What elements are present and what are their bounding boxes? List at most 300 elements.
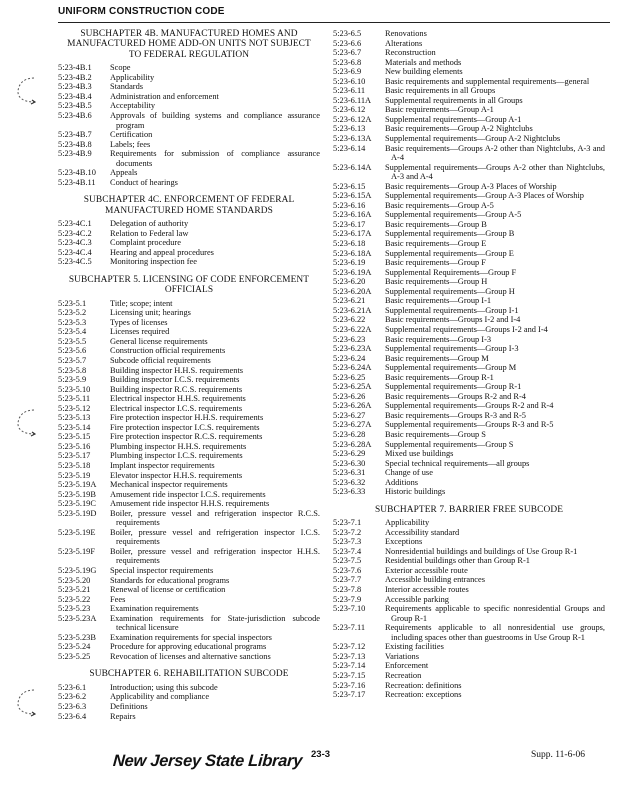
section-title: Basic requirements—Group A-2 Nightclubs (385, 124, 533, 134)
section-code: 5:23-6.22 (333, 315, 366, 325)
section-title: New building elements (385, 67, 463, 77)
section-title: Supplemental requirements—Groups A-2 other than Nightclubs, A-3 and A-4 (385, 162, 605, 182)
section-code: 5:23-7.2 (333, 527, 362, 537)
section-code: 5:23-6.24 (333, 353, 366, 363)
section-entry (333, 575, 605, 585)
section-title: Reconstruction (385, 48, 436, 58)
section-code: 5:23-6.16 (333, 200, 366, 210)
section-code: 5:23-7.8 (333, 585, 362, 595)
section-entry (333, 642, 605, 652)
section-entry (58, 692, 320, 702)
section-entry (333, 487, 605, 497)
section-entry (58, 92, 320, 102)
section-code: 5:23-5.22 (58, 594, 91, 604)
section-title: Historic buildings (385, 487, 446, 497)
section-code: 5:23-5.10 (58, 384, 91, 394)
section-entry (58, 712, 320, 722)
section-code: 5:23-5.19E (58, 527, 96, 537)
section-title: Basic requirements in all Groups (385, 86, 496, 96)
section-title: Plumbing inspector H.H.S. requirements (110, 441, 247, 451)
section-entry (333, 229, 605, 239)
section-code: 5:23-5.23B (58, 632, 96, 642)
section-code: 5:23-4B.8 (58, 139, 92, 149)
section-code: 5:23-6.3 (58, 701, 87, 711)
section-entry (333, 239, 605, 249)
section-entry (333, 585, 605, 595)
section-entry (333, 144, 605, 163)
section-title: Exceptions (385, 537, 423, 547)
section-code: 5:23-6.27A (333, 420, 372, 430)
section-entry (333, 287, 605, 297)
section-title: Interior accessible routes (385, 585, 469, 595)
section-title: Boiler, pressure vessel and refrigeration inspector H.H.S. requirements (110, 546, 320, 566)
section-code: 5:23-5.19G (58, 566, 97, 575)
section-code: 5:23-6.25 (333, 372, 366, 382)
section-title: Supplemental requirements—Group M (385, 363, 517, 373)
section-entry (333, 440, 605, 450)
section-code: 5:23-4B.10 (58, 168, 96, 178)
section-code: 5:23-6.29 (333, 449, 366, 459)
section-title: Recreation (385, 670, 422, 680)
section-title: Basic requirements—Groups I-2 and I-4 (385, 315, 521, 325)
header-rule (58, 22, 610, 23)
section-title: Change of use (385, 468, 433, 478)
section-entry (333, 401, 605, 411)
section-code: 5:23-6.31 (333, 468, 366, 478)
section-title: Plumbing inspector I.C.S. requirements (110, 451, 243, 461)
section-title: Supplemental requirements—Group H (385, 286, 515, 296)
section-entry (333, 48, 605, 58)
section-entry (333, 411, 605, 421)
section-title: Basic requirements—Group E (385, 239, 487, 249)
supplement-date: Supp. 11-6-06 (531, 750, 586, 760)
section-title: General license requirements (110, 336, 208, 346)
section-entry (58, 238, 320, 248)
section-title: Boiler, pressure vessel and refrigeration inspector R.C.S. requirements (110, 508, 320, 528)
section-entry (333, 67, 605, 77)
section-title: Standards (110, 82, 144, 92)
section-title: Supplemental requirements—Group R-1 (385, 382, 522, 392)
binder-hole-icon (14, 686, 36, 718)
section-code: 5:23-6.7 (333, 48, 362, 58)
section-title: Supplemental requirements—Groups R-3 and R-5 (385, 420, 554, 430)
section-code: 5:23-6.33 (333, 487, 366, 497)
section-code: 5:23-5.20 (58, 575, 91, 585)
section-entry (333, 537, 605, 547)
section-entry (58, 499, 320, 509)
section-title: Basic requirements—Groups A-2 other than Nightclubs, A-3 and A-4 (385, 143, 605, 163)
section-title: Scope (110, 63, 131, 73)
section-title: Introduction; using this subcode (110, 682, 218, 692)
section-title: Hearing and appeal procedures (110, 247, 214, 257)
section-title: Supplemental requirements—Group I-1 (385, 305, 519, 315)
section-title: Mixed use buildings (385, 449, 454, 459)
section-entry (333, 478, 605, 488)
section-code: 5:23-6.8 (333, 57, 362, 67)
section-code: 5:23-6.11A (333, 95, 372, 105)
section-code: 5:23-4B.9 (58, 149, 92, 159)
section-title: Enforcement (385, 661, 429, 671)
section-list (58, 63, 320, 187)
section-entry (333, 671, 605, 681)
section-entry (58, 385, 320, 395)
section-title: Appeals (110, 168, 138, 178)
section-entry (333, 325, 605, 335)
section-title: Procedure for approving educational programs (110, 642, 267, 652)
subchapter-heading: SUBCHAPTER 4C. ENFORCEMENT OF FEDERAL MANUFACTURED HOME STANDARDS (83, 195, 295, 216)
section-entry (333, 296, 605, 306)
section-entry (333, 392, 605, 402)
section-entry (58, 652, 320, 662)
section-title: Basic requirements—Group A-1 (385, 105, 494, 115)
section-entry (333, 681, 605, 691)
section-title: Monitoring inspection fee (110, 257, 197, 267)
section-entry (58, 614, 320, 633)
section-entry (333, 556, 605, 566)
section-title: Fire protection inspector R.C.S. requirements (110, 432, 263, 442)
section-entry (58, 633, 320, 643)
section-entry (58, 299, 320, 309)
section-title: Supplemental requirements—Group B (385, 229, 515, 239)
section-code: 5:23-5.14 (58, 422, 91, 432)
section-entry (333, 604, 605, 623)
section-entry (58, 585, 320, 595)
section-title: Building inspector I.C.S. requirements (110, 375, 240, 385)
section-code: 5:23-5.15 (58, 432, 91, 442)
section-code: 5:23-4B.2 (58, 72, 92, 82)
section-code: 5:23-7.1 (333, 518, 362, 528)
section-title: Supplemental requirements—Group A-2 Nightclubs (385, 134, 561, 144)
section-entry (333, 105, 605, 115)
section-entry (333, 277, 605, 287)
section-code: 5:23-5.6 (58, 346, 87, 356)
section-entry (58, 480, 320, 490)
section-code: 5:23-5.11 (58, 394, 91, 404)
section-title: Supplemental requirements—Group I-3 (385, 344, 519, 354)
section-title: Construction official requirements (110, 346, 226, 356)
section-title: Electrical inspector H.H.S. requirements (110, 394, 246, 404)
section-title: Residential buildings other than Group R-1 (385, 556, 530, 566)
section-entry (58, 149, 320, 168)
section-entry (58, 248, 320, 258)
section-code: 5:23-6.24A (333, 363, 372, 373)
section-entry (333, 595, 605, 605)
binder-hole-icon (14, 406, 36, 438)
section-entry (333, 335, 605, 345)
left-column (58, 29, 320, 721)
section-entry (333, 39, 605, 49)
section-title: Special inspector requirements (110, 566, 214, 575)
section-entry (58, 547, 320, 566)
section-code: 5:23-6.5 (333, 29, 362, 38)
section-code: 5:23-7.7 (333, 575, 362, 585)
running-header: UNIFORM CONSTRUCTION CODE (58, 6, 225, 17)
section-entry (333, 306, 605, 316)
section-code: 5:23-6.15A (333, 191, 372, 201)
section-title: Applicability (110, 72, 155, 82)
section-title: Supplemental requirements—Group A-1 (385, 114, 522, 124)
section-title: Building inspector R.C.S. requirements (110, 384, 243, 394)
section-code: 5:23-7.15 (333, 670, 366, 680)
section-title: Electrical inspector I.C.S. requirements (110, 403, 243, 413)
section-title: Accessible parking (385, 594, 449, 604)
section-title: Requirements applicable to all nonresidential use groups, including spaces other than guestrooms in Use Group R-1 (385, 623, 605, 642)
section-title: Delegation of authority (110, 219, 189, 229)
section-entry (58, 356, 320, 366)
section-code: 5:23-5.7 (58, 355, 87, 365)
section-title: Renewal of license or certification (110, 585, 226, 595)
section-code: 5:23-7.17 (333, 690, 366, 700)
section-code: 5:23-6.11 (333, 86, 366, 96)
section-title: Examination requirements for State-jurisdiction subcode technical licensure (110, 613, 320, 633)
section-title: Supplemental requirements—Groups R-2 and R-4 (385, 401, 554, 411)
right-column (333, 29, 605, 700)
section-entry (58, 595, 320, 605)
section-entry (333, 468, 605, 478)
section-title: Amusement ride inspector H.H.S. requirements (110, 499, 270, 509)
section-code: 5:23-5.13 (58, 413, 91, 423)
section-entry (333, 96, 605, 106)
section-code: 5:23-4B.3 (58, 82, 92, 92)
section-entry (58, 82, 320, 92)
section-entry (333, 661, 605, 671)
section-code: 5:23-4C.5 (58, 257, 92, 267)
section-entry (333, 547, 605, 557)
section-entry (58, 140, 320, 150)
section-entry (333, 373, 605, 383)
section-title: Basic requirements—Group B (385, 219, 487, 229)
section-title: Types of licenses (110, 317, 168, 327)
section-title: Materials and methods (385, 57, 462, 67)
section-entry (58, 404, 320, 414)
section-title: Basic requirements—Group S (385, 429, 486, 439)
section-title: Basic requirements—Group R-1 (385, 372, 494, 382)
section-code: 5:23-6.17A (333, 229, 372, 239)
section-code: 5:23-4B.7 (58, 130, 92, 140)
section-title: Existing facilities (385, 642, 444, 652)
section-entry (333, 201, 605, 211)
section-list (333, 29, 605, 497)
section-title: Basic requirements—Groups R-3 and R-5 (385, 410, 526, 420)
section-code: 5:23-5.16 (58, 441, 91, 451)
section-entry (333, 652, 605, 662)
section-entry (58, 178, 320, 188)
section-entry (58, 327, 320, 337)
section-entry (333, 182, 605, 192)
section-entry (58, 375, 320, 385)
section-code: 5:23-6.9 (333, 67, 362, 77)
section-code: 5:23-6.20A (333, 286, 372, 296)
section-title: Administration and enforcement (110, 91, 219, 101)
section-code: 5:23-6.18 (333, 239, 366, 249)
section-title: Repairs (110, 711, 136, 721)
section-code: 5:23-5.8 (58, 365, 87, 375)
subchapter-heading: SUBCHAPTER 7. BARRIER FREE SUBCODE (374, 504, 564, 515)
section-title: Basic requirements—Group A-3 Places of Worship (385, 181, 557, 191)
section-code: 5:23-5.19A (58, 480, 97, 490)
section-code: 5:23-6.15 (333, 181, 366, 191)
section-entry (58, 566, 320, 576)
section-title: Supplemental requirements—Groups I-2 and I-4 (385, 324, 548, 334)
section-entry (333, 258, 605, 268)
section-entry (333, 249, 605, 259)
section-title: Supplemental requirements in all Groups (385, 95, 523, 105)
section-list (58, 299, 320, 662)
section-entry (58, 576, 320, 586)
section-code: 5:23-6.23A (333, 344, 372, 354)
section-code: 5:23-6.21 (333, 296, 366, 306)
section-entry (58, 366, 320, 376)
section-entry (58, 346, 320, 356)
section-title: Requirements for submission of compliance assurance documents (110, 149, 320, 168)
section-entry (58, 394, 320, 404)
section-title: Supplemental requirements—Group E (385, 248, 514, 258)
section-entry (58, 604, 320, 614)
section-code: 5:23-5.12 (58, 403, 91, 413)
section-title: Supplemental requirements—Group A-3 Places of Worship (385, 191, 584, 201)
section-code: 5:23-5.19 (58, 470, 91, 480)
section-code: 5:23-6.26 (333, 391, 366, 401)
section-title: Supplemental requirements—Group A-5 (385, 210, 522, 220)
section-code: 5:23-6.6 (333, 38, 362, 48)
section-entry (58, 509, 320, 528)
section-code: 5:23-7.14 (333, 661, 366, 671)
section-title: Fire protection inspector H.H.S. requirements (110, 413, 264, 423)
section-code: 5:23-4B.1 (58, 63, 92, 73)
section-entry (333, 363, 605, 373)
section-code: 5:23-6.13 (333, 124, 366, 134)
section-entry (58, 528, 320, 547)
section-entry (333, 518, 605, 528)
section-code: 5:23-5.21 (58, 585, 91, 595)
section-entry (58, 318, 320, 328)
section-entry (58, 442, 320, 452)
section-title: Applicability (385, 518, 430, 528)
section-code: 5:23-6.2 (58, 692, 87, 702)
section-entry (58, 702, 320, 712)
section-entry (333, 86, 605, 96)
section-code: 5:23-4B.5 (58, 101, 92, 111)
section-entry (58, 337, 320, 347)
section-code: 5:23-7.3 (333, 537, 362, 547)
section-entry (58, 73, 320, 83)
section-entry (58, 451, 320, 461)
section-code: 5:23-5.1 (58, 298, 87, 308)
section-code: 5:23-6.23 (333, 334, 366, 344)
section-title: Fire protection inspector I.C.S. requirements (110, 422, 260, 432)
section-entry (58, 308, 320, 318)
section-title: Variations (385, 651, 419, 661)
section-title: Complaint procedure (110, 238, 181, 248)
section-title: Approvals of building systems and compliance assurance program (110, 110, 320, 130)
section-code: 5:23-7.13 (333, 651, 366, 661)
section-code: 5:23-5.23A (58, 613, 97, 623)
section-entry (333, 566, 605, 576)
section-code: 5:23-5.19D (58, 508, 97, 518)
subchapter-heading: SUBCHAPTER 5. LICENSING OF CODE ENFORCEMENT OFFICIALS (68, 274, 310, 296)
section-code: 5:23-6.4 (58, 711, 87, 721)
section-code: 5:23-5.19F (58, 546, 95, 556)
section-code: 5:23-5.3 (58, 317, 87, 327)
section-title: Boiler, pressure vessel and refrigeration inspector I.C.S. requirements (110, 527, 320, 547)
section-code: 5:23-5.23 (58, 604, 91, 614)
section-code: 5:23-6.14A (333, 162, 372, 172)
section-list (58, 683, 320, 721)
section-code: 5:23-6.26A (333, 401, 372, 411)
section-list (333, 518, 605, 699)
section-title: Examination requirements (110, 604, 199, 614)
section-entry (333, 77, 605, 87)
section-title: Revocation of licenses and alternative sanctions (110, 651, 271, 661)
section-code: 5:23-6.32 (333, 477, 366, 487)
section-entry (333, 124, 605, 134)
section-code: 5:23-5.25 (58, 651, 91, 661)
section-title: Acceptability (110, 101, 156, 111)
section-code: 5:23-6.28A (333, 439, 372, 449)
section-code: 5:23-4C.2 (58, 228, 92, 238)
section-code: 5:23-5.2 (58, 308, 87, 318)
section-code: 5:23-4B.11 (58, 177, 96, 187)
section-entry (333, 459, 605, 469)
section-code: 5:23-5.18 (58, 460, 91, 470)
section-entry (333, 29, 605, 39)
section-entry (333, 690, 605, 700)
section-title: Amusement ride inspector I.C.S. requirements (110, 489, 266, 499)
section-code: 5:23-6.25A (333, 382, 372, 392)
section-code: 5:23-6.18A (333, 248, 372, 258)
section-code: 5:23-6.13A (333, 134, 372, 144)
section-entry (58, 63, 320, 73)
section-title: Examination requirements for special inspectors (110, 632, 272, 642)
section-title: Supplemental requirements—Group S (385, 439, 514, 449)
section-title: Licensing unit; hearings (110, 308, 191, 318)
section-code: 5:23-6.1 (58, 682, 87, 692)
section-entry (58, 111, 320, 130)
section-title: Definitions (110, 701, 148, 711)
section-title: Special technical requirements—all groups (385, 458, 530, 468)
section-title: Basic requirements—Group M (385, 353, 489, 363)
section-title: Mechanical inspector requirements (110, 480, 228, 490)
section-title: Elevator inspector H.H.S. requirements (110, 470, 243, 480)
section-title: Supplemental Requirements—Group F (385, 267, 517, 277)
section-title: Alterations (385, 38, 423, 48)
section-title: Accessibility standard (385, 527, 460, 537)
section-entry (333, 163, 605, 182)
section-entry (333, 191, 605, 201)
section-code: 5:23-6.19 (333, 258, 366, 268)
section-code: 5:23-5.19C (58, 499, 96, 509)
section-title: Basic requirements and supplemental requirements—general (385, 76, 590, 86)
section-entry (58, 101, 320, 111)
section-code: 5:23-4B.6 (58, 110, 92, 120)
section-code: 5:23-6.28 (333, 429, 366, 439)
section-entry (333, 528, 605, 538)
section-title: Recreation: exceptions (385, 690, 462, 700)
section-title: Additions (385, 477, 419, 487)
section-entry (333, 430, 605, 440)
section-code: 5:23-7.4 (333, 546, 362, 556)
section-code: 5:23-6.19A (333, 267, 372, 277)
section-code: 5:23-6.14 (333, 143, 366, 153)
section-entry (58, 219, 320, 229)
section-code: 5:23-6.10 (333, 76, 366, 86)
section-title: Licenses required (110, 327, 170, 337)
section-code: 5:23-6.16A (333, 210, 372, 220)
section-code: 5:23-5.9 (58, 375, 87, 385)
section-entry (333, 382, 605, 392)
section-code: 5:23-6.22A (333, 324, 372, 334)
library-stamp: New Jersey State Library (112, 752, 303, 770)
